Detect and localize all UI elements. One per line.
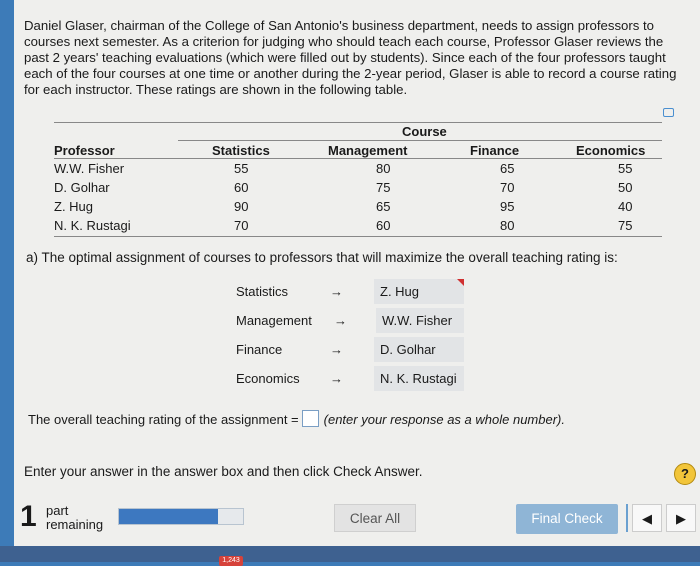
progress-bar-fill bbox=[119, 509, 218, 524]
course-header-rule bbox=[178, 140, 662, 141]
assignment-professor-finance: D. Golhar bbox=[380, 342, 436, 357]
rating-prefix: The overall teaching rating of the assignment = bbox=[28, 412, 299, 427]
table-row-name: D. Golhar bbox=[54, 180, 110, 195]
instruction-text: Enter your answer in the answer box and then click Check Answer. bbox=[24, 464, 423, 479]
assignment-select-economics[interactable] bbox=[374, 366, 464, 391]
assignment-select-statistics[interactable] bbox=[374, 279, 464, 304]
arrow-icon: → bbox=[330, 342, 343, 357]
taskbar bbox=[0, 546, 700, 562]
assignment-select-finance[interactable] bbox=[374, 337, 464, 362]
table-cell: 80 bbox=[500, 218, 515, 233]
parts-label-line1: part bbox=[46, 503, 69, 518]
table-cell: 75 bbox=[618, 218, 633, 233]
arrow-icon: → bbox=[330, 284, 343, 299]
table-cell: 40 bbox=[618, 199, 633, 214]
assignment-professor-economics: N. K. Rustagi bbox=[380, 371, 457, 386]
table-cell: 60 bbox=[376, 218, 391, 233]
assignment-course-economics: Economics bbox=[236, 371, 300, 386]
table-row-name: W.W. Fisher bbox=[54, 161, 125, 176]
rating-hint: (enter your response as a whole number). bbox=[323, 412, 565, 427]
table-cell: 80 bbox=[376, 161, 391, 176]
table-bottom-rule bbox=[54, 236, 662, 237]
table-cell: 60 bbox=[234, 180, 249, 195]
parts-remaining-label bbox=[46, 504, 103, 532]
dropdown-corner-icon bbox=[457, 279, 464, 286]
clear-all-button[interactable]: Clear All bbox=[334, 504, 416, 532]
next-question-button[interactable]: ▶ bbox=[666, 504, 696, 532]
problem-intro: Daniel Glaser, chairman of the College of San Antonio's business department, needs to assign professors to courses next semester. As a criterion for judging who should teach each course, Professor Glaser reviews the past 2 years' teaching evaluations (which were filled out by students). Since each of the four professors taught each of the four courses at one time or another during the 2-year period, Glaser is able to record a course rating for each instructor. These ratings are shown in the following table. bbox=[24, 18, 677, 97]
arrow-icon: → bbox=[334, 313, 347, 328]
table-cell: 70 bbox=[500, 180, 515, 195]
arrow-icon: → bbox=[330, 371, 343, 386]
question-page bbox=[14, 0, 700, 562]
professor-column-header: Professor bbox=[54, 143, 115, 158]
table-cell: 70 bbox=[234, 218, 249, 233]
assignment-course-statistics: Statistics bbox=[236, 284, 289, 299]
assignment-select-management[interactable] bbox=[376, 308, 464, 333]
overall-rating-input[interactable] bbox=[302, 410, 319, 427]
table-cell: 55 bbox=[234, 161, 249, 176]
copy-table-icon[interactable] bbox=[663, 108, 674, 117]
table-row-name: N. K. Rustagi bbox=[54, 218, 131, 233]
parts-label-line2: remaining bbox=[46, 517, 104, 532]
help-icon[interactable]: ? bbox=[674, 463, 696, 485]
statistics-column-header: Statistics bbox=[212, 143, 270, 158]
table-top-rule bbox=[54, 122, 662, 123]
previous-question-button[interactable]: ◀ bbox=[632, 504, 662, 532]
nav-divider bbox=[626, 504, 628, 532]
table-cell: 90 bbox=[234, 199, 249, 214]
assignment-course-management: Management bbox=[236, 313, 312, 328]
table-cell: 65 bbox=[500, 161, 515, 176]
assignment-course-finance: Finance bbox=[236, 342, 283, 357]
management-column-header: Management bbox=[328, 143, 408, 158]
table-cell: 65 bbox=[376, 199, 391, 214]
table-row-name: Z. Hug bbox=[54, 199, 94, 214]
finance-column-header: Finance bbox=[470, 143, 520, 158]
table-cell: 75 bbox=[376, 180, 391, 195]
taskbar-badge: 1,243 bbox=[219, 556, 243, 566]
column-header-rule bbox=[54, 158, 662, 159]
assignment-professor-management: W.W. Fisher bbox=[382, 313, 453, 328]
final-check-button[interactable]: Final Check bbox=[516, 504, 618, 534]
assignment-professor-statistics: Z. Hug bbox=[380, 284, 420, 299]
table-cell: 55 bbox=[618, 161, 633, 176]
table-cell: 50 bbox=[618, 180, 633, 195]
progress-bar bbox=[118, 508, 244, 525]
table-cell: 95 bbox=[500, 199, 515, 214]
question-a: a) The optimal assignment of courses to professors that will maximize the overall teaching rating is: bbox=[26, 250, 618, 265]
course-group-header: Course bbox=[402, 124, 447, 139]
parts-remaining-count: 1 bbox=[20, 500, 37, 533]
overall-rating-line bbox=[28, 410, 565, 427]
economics-column-header: Economics bbox=[576, 143, 646, 158]
